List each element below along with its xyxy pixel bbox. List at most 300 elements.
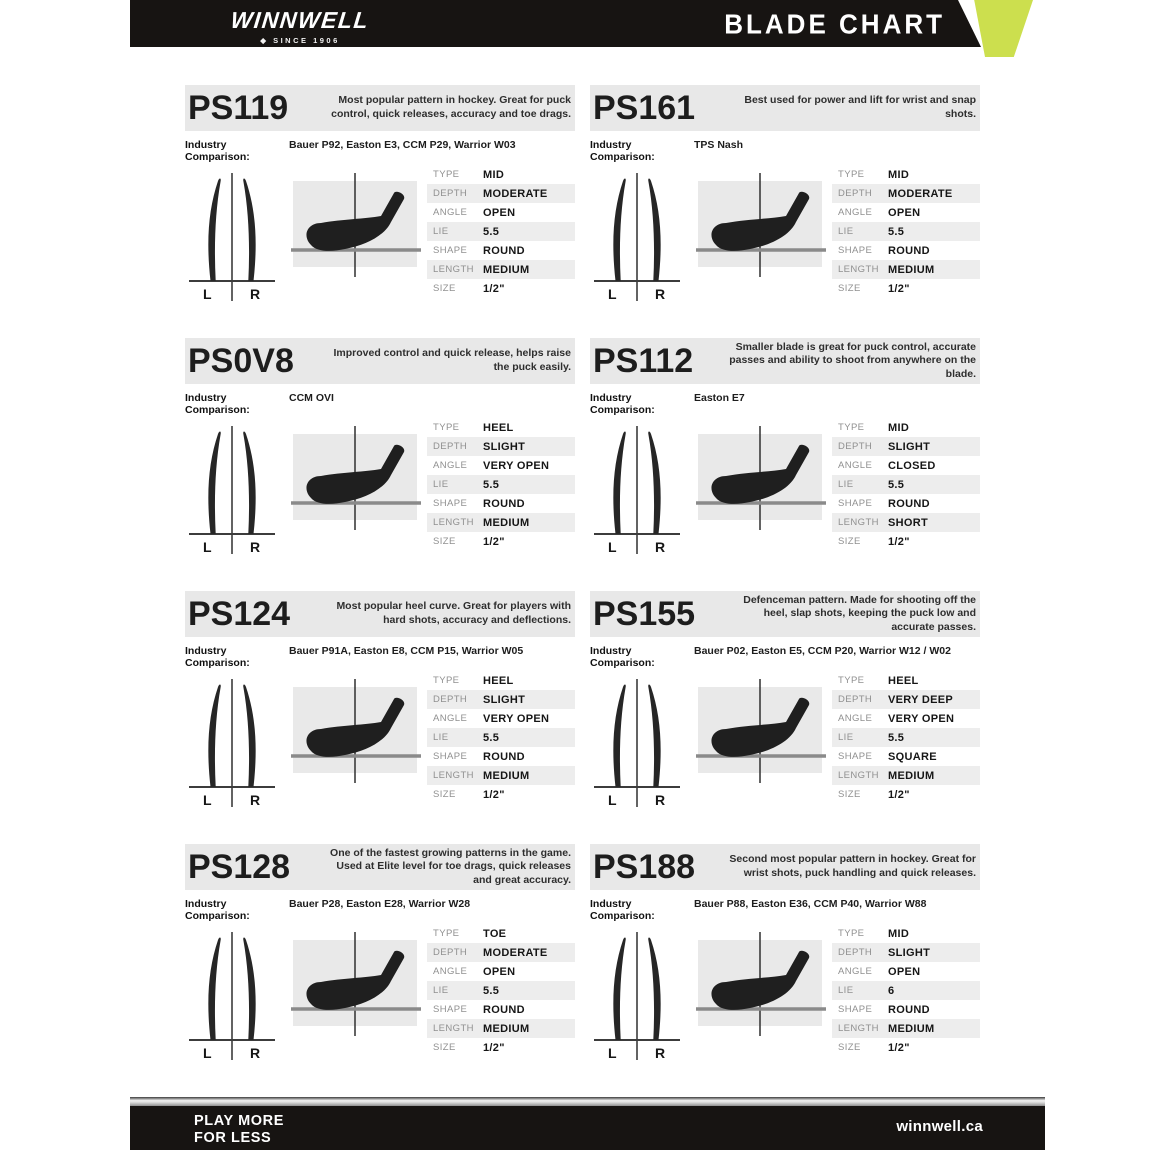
blade-side-view-diagram <box>696 928 828 1068</box>
spec-value: 1/2" <box>888 788 910 801</box>
pattern-card-header <box>185 338 575 384</box>
pattern-card-body <box>590 169 980 309</box>
spec-value: SHORT <box>888 516 928 529</box>
blade-front-view-icon <box>185 928 279 1066</box>
spec-value: 5.5 <box>483 984 500 997</box>
industry-comparison-row <box>185 392 575 416</box>
spec-key: SIZE <box>433 283 456 294</box>
spec-key: SIZE <box>838 536 861 547</box>
left-blade-label: L <box>608 1045 617 1061</box>
footer-tagline <box>194 1113 284 1147</box>
spec-key: LIE <box>433 985 449 996</box>
pattern-name: PS155 <box>593 595 696 633</box>
spec-key: TYPE <box>838 422 865 433</box>
industry-comparison-row <box>185 898 575 922</box>
spec-row-depth <box>427 943 575 962</box>
spec-row-shape <box>832 1000 980 1019</box>
right-blade-label: R <box>655 1045 666 1061</box>
spec-key: TYPE <box>838 928 865 939</box>
pattern-name: PS124 <box>188 595 291 633</box>
spec-row-type <box>832 418 980 437</box>
spec-key: SIZE <box>838 789 861 800</box>
spec-key: SHAPE <box>838 751 873 762</box>
pattern-card-body <box>185 169 575 309</box>
blade-side-view-diagram <box>291 928 423 1068</box>
spec-row-size <box>427 1038 575 1057</box>
spec-value: 1/2" <box>888 535 910 548</box>
pattern-name: PS119 <box>188 89 289 127</box>
spec-key: ANGLE <box>433 460 468 471</box>
industry-comparison-row <box>185 139 575 163</box>
industry-comparison-row <box>185 645 575 669</box>
pattern-card-body <box>185 928 575 1068</box>
blade-front-view-icon <box>590 169 684 307</box>
industry-comparison-value: Bauer P88, Easton E36, CCM P40, Warrior W88 <box>694 898 927 910</box>
spec-value: 5.5 <box>888 225 905 238</box>
spec-row-shape <box>427 1000 575 1019</box>
spec-value: HEEL <box>483 674 514 687</box>
spec-key: LIE <box>838 985 854 996</box>
spec-row-shape <box>427 494 575 513</box>
spec-row-length <box>832 766 980 785</box>
spec-value: ROUND <box>483 244 525 257</box>
blade-front-view-diagram <box>590 675 684 815</box>
spec-row-type <box>427 165 575 184</box>
pattern-grid <box>185 85 980 1061</box>
blade-side-view-icon <box>696 679 828 783</box>
pattern-card <box>185 85 575 302</box>
spec-key: TYPE <box>433 675 460 686</box>
industry-comparison-label: Industry Comparison: <box>590 645 655 669</box>
spec-key: LIE <box>433 226 449 237</box>
footer-website-link[interactable]: winnwell.ca <box>896 1118 983 1135</box>
pattern-description: Second most popular pattern in hockey. Great for wrist shots, puck handling and quick releases. <box>729 853 976 879</box>
spec-key: LENGTH <box>433 517 474 528</box>
industry-comparison-row <box>590 392 980 416</box>
spec-row-type <box>832 924 980 943</box>
spec-key: SIZE <box>433 789 456 800</box>
spec-row-depth <box>427 184 575 203</box>
industry-comparison-label: Industry Comparison: <box>590 392 655 416</box>
spec-value: CLOSED <box>888 459 936 472</box>
industry-comparison-value: TPS Nash <box>694 139 744 151</box>
spec-table <box>832 671 980 815</box>
spec-row-angle <box>427 709 575 728</box>
blade-front-view-diagram <box>590 169 684 309</box>
pattern-card <box>590 338 980 555</box>
industry-comparison-label: Industry Comparison: <box>185 392 250 416</box>
spec-key: ANGLE <box>838 207 873 218</box>
spec-row-depth <box>832 437 980 456</box>
blade-front-view-icon <box>185 169 279 307</box>
left-blade-label: L <box>203 792 212 808</box>
pattern-name: PS161 <box>593 89 696 127</box>
footer-bar <box>130 1106 1045 1150</box>
page <box>130 0 1045 1150</box>
blade-side-view-diagram <box>696 675 828 815</box>
spec-key: DEPTH <box>838 694 873 705</box>
spec-key: LENGTH <box>433 264 474 275</box>
spec-value: MEDIUM <box>888 1022 935 1035</box>
spec-row-size <box>832 279 980 298</box>
spec-value: OPEN <box>888 206 921 219</box>
spec-value: 5.5 <box>888 478 905 491</box>
spec-value: MEDIUM <box>888 769 935 782</box>
spec-value: MEDIUM <box>483 769 530 782</box>
spec-row-type <box>427 924 575 943</box>
spec-row-length <box>832 260 980 279</box>
blade-side-view-icon <box>696 932 828 1036</box>
spec-row-angle <box>832 962 980 981</box>
spec-key: SIZE <box>433 1042 456 1053</box>
spec-key: TYPE <box>433 169 460 180</box>
spec-key: LENGTH <box>838 264 879 275</box>
spec-value: OPEN <box>483 965 516 978</box>
spec-key: LIE <box>433 479 449 490</box>
spec-key: SIZE <box>838 283 861 294</box>
left-blade-label: L <box>203 1045 212 1061</box>
right-blade-label: R <box>250 539 261 555</box>
industry-comparison-label: Industry Comparison: <box>185 139 250 163</box>
footer-tagline-line2: FOR LESS <box>194 1129 272 1146</box>
industry-comparison-label: Industry Comparison: <box>590 898 655 922</box>
spec-key: LIE <box>838 732 854 743</box>
spec-row-size <box>427 532 575 551</box>
left-blade-label: L <box>203 286 212 302</box>
left-blade-label: L <box>608 792 617 808</box>
spec-key: LENGTH <box>838 1023 879 1034</box>
spec-table <box>427 924 575 1068</box>
industry-comparison-value: Bauer P92, Easton E3, CCM P29, Warrior W03 <box>289 139 516 151</box>
blade-front-view-diagram <box>185 169 279 309</box>
spec-row-length <box>832 1019 980 1038</box>
spec-value: MEDIUM <box>483 1022 530 1035</box>
spec-row-angle <box>427 456 575 475</box>
spec-key: TYPE <box>838 169 865 180</box>
industry-comparison-label: Industry Comparison: <box>185 898 250 922</box>
spec-row-size <box>832 1038 980 1057</box>
blade-side-view-diagram <box>696 169 828 309</box>
spec-row-shape <box>427 747 575 766</box>
spec-row-length <box>427 513 575 532</box>
spec-row-depth <box>832 184 980 203</box>
spec-row-angle <box>832 456 980 475</box>
blade-side-view-diagram <box>291 675 423 815</box>
footer-shine-strip <box>130 1097 1045 1106</box>
spec-table <box>427 165 575 309</box>
blade-side-view-diagram <box>291 169 423 309</box>
spec-key: LIE <box>838 479 854 490</box>
industry-comparison-value: Bauer P91A, Easton E8, CCM P15, Warrior W05 <box>289 645 524 657</box>
pattern-name: PS112 <box>593 342 694 380</box>
spec-value: HEEL <box>888 674 919 687</box>
pattern-card-header <box>185 85 575 131</box>
spec-table <box>832 924 980 1068</box>
spec-value: 1/2" <box>888 282 910 295</box>
header-bar <box>130 0 1045 57</box>
spec-value: MODERATE <box>888 187 953 200</box>
spec-row-lie <box>832 222 980 241</box>
right-blade-label: R <box>250 286 261 302</box>
spec-row-lie <box>832 475 980 494</box>
spec-row-size <box>832 785 980 804</box>
spec-value: VERY DEEP <box>888 693 954 706</box>
footer-tagline-line1: PLAY MORE <box>194 1113 285 1129</box>
spec-value: 1/2" <box>888 1041 910 1054</box>
spec-value: VERY OPEN <box>888 712 955 725</box>
brand-logo-text: WINNWELL <box>229 7 371 33</box>
blade-front-view-icon <box>590 928 684 1066</box>
spec-key: ANGLE <box>433 966 468 977</box>
spec-value: SLIGHT <box>888 440 931 453</box>
industry-comparison-value: Easton E7 <box>694 392 745 404</box>
pattern-description: Improved control and quick release, helps raise the puck easily. <box>333 347 571 373</box>
spec-row-shape <box>832 494 980 513</box>
spec-key: SIZE <box>433 536 456 547</box>
spec-key: LIE <box>433 732 449 743</box>
accent-flag <box>973 0 1033 57</box>
spec-row-depth <box>427 437 575 456</box>
industry-comparison-value: Bauer P28, Easton E28, Warrior W28 <box>289 898 471 910</box>
spec-value: MID <box>483 168 505 181</box>
spec-row-lie <box>832 728 980 747</box>
spec-table <box>427 418 575 562</box>
pattern-card <box>185 844 575 1061</box>
spec-value: VERY OPEN <box>483 459 550 472</box>
spec-value: 5.5 <box>483 478 500 491</box>
spec-row-depth <box>832 690 980 709</box>
spec-row-depth <box>427 690 575 709</box>
spec-row-length <box>832 513 980 532</box>
spec-value: MID <box>888 421 910 434</box>
blade-front-view-diagram <box>185 675 279 815</box>
pattern-card-header <box>590 844 980 890</box>
spec-value: SLIGHT <box>483 693 526 706</box>
spec-key: SHAPE <box>433 751 468 762</box>
spec-value: MEDIUM <box>483 263 530 276</box>
pattern-card-body <box>185 422 575 562</box>
spec-key: DEPTH <box>433 947 468 958</box>
spec-value: ROUND <box>483 1003 525 1016</box>
pattern-name: PS188 <box>593 848 696 886</box>
spec-value: MID <box>888 927 910 940</box>
spec-key: DEPTH <box>433 694 468 705</box>
industry-comparison-row <box>590 139 980 163</box>
spec-row-type <box>427 418 575 437</box>
pattern-card <box>590 591 980 808</box>
page-title: BLADE CHART <box>724 7 945 41</box>
pattern-card <box>185 591 575 808</box>
industry-comparison-value: Bauer P02, Easton E5, CCM P20, Warrior W12 / W02 <box>694 645 951 657</box>
spec-key: TYPE <box>433 928 460 939</box>
industry-comparison-label: Industry Comparison: <box>590 139 655 163</box>
blade-side-view-icon <box>696 173 828 277</box>
spec-value: MODERATE <box>483 946 548 959</box>
blade-front-view-diagram <box>185 928 279 1068</box>
spec-row-length <box>427 260 575 279</box>
spec-row-angle <box>427 962 575 981</box>
spec-row-lie <box>427 981 575 1000</box>
spec-key: LENGTH <box>838 517 879 528</box>
spec-key: SHAPE <box>433 1004 468 1015</box>
pattern-description: One of the fastest growing patterns in the game. Used at Elite level for toe drags, quick releases and great accuracy. <box>330 846 571 886</box>
spec-key: DEPTH <box>838 441 873 452</box>
spec-row-lie <box>427 475 575 494</box>
spec-key: ANGLE <box>433 207 468 218</box>
left-blade-label: L <box>608 286 617 302</box>
brand-logo <box>190 7 410 45</box>
right-blade-label: R <box>655 792 666 808</box>
blade-side-view-diagram <box>291 422 423 562</box>
spec-row-lie <box>427 728 575 747</box>
right-blade-label: R <box>250 1045 261 1061</box>
pattern-description: Best used for power and lift for wrist and snap shots. <box>744 94 976 120</box>
spec-key: ANGLE <box>838 966 873 977</box>
industry-comparison-label: Industry Comparison: <box>185 645 250 669</box>
spec-row-shape <box>832 747 980 766</box>
spec-row-angle <box>832 203 980 222</box>
blade-side-view-diagram <box>696 422 828 562</box>
spec-value: 5.5 <box>483 731 500 744</box>
blade-front-view-icon <box>185 422 279 560</box>
blade-front-view-icon <box>185 675 279 813</box>
spec-row-length <box>427 766 575 785</box>
spec-row-size <box>832 532 980 551</box>
spec-key: DEPTH <box>433 441 468 452</box>
spec-row-lie <box>427 222 575 241</box>
pattern-description: Defenceman pattern. Made for shooting off the heel, slap shots, keeping the puck low and accurate passes. <box>743 593 976 633</box>
pattern-description: Smaller blade is great for puck control, accurate passes and ability to shoot from anywhere on the blade. <box>729 340 976 380</box>
spec-value: ROUND <box>888 1003 930 1016</box>
industry-comparison-row <box>590 898 980 922</box>
blade-side-view-icon <box>291 679 423 783</box>
spec-value: MID <box>888 168 910 181</box>
blade-side-view-icon <box>291 426 423 530</box>
blade-front-view-icon <box>590 422 684 560</box>
industry-comparison-row <box>590 645 980 669</box>
pattern-card-body <box>590 422 980 562</box>
right-blade-label: R <box>655 286 666 302</box>
blade-front-view-diagram <box>590 928 684 1068</box>
spec-row-type <box>832 165 980 184</box>
spec-table <box>832 165 980 309</box>
spec-value: HEEL <box>483 421 514 434</box>
spec-row-type <box>832 671 980 690</box>
spec-value: 1/2" <box>483 788 505 801</box>
pattern-card-header <box>185 844 575 890</box>
right-blade-label: R <box>250 792 261 808</box>
spec-key: DEPTH <box>433 188 468 199</box>
spec-table <box>427 671 575 815</box>
spec-row-lie <box>832 981 980 1000</box>
pattern-name: PS0V8 <box>188 342 294 380</box>
spec-value: 5.5 <box>888 731 905 744</box>
spec-row-size <box>427 785 575 804</box>
spec-table <box>832 418 980 562</box>
spec-key: ANGLE <box>838 713 873 724</box>
spec-row-type <box>427 671 575 690</box>
pattern-description: Most popular pattern in hockey. Great for puck control, quick releases, accuracy and toe drags. <box>331 94 571 120</box>
spec-value: MEDIUM <box>483 516 530 529</box>
spec-key: SHAPE <box>838 498 873 509</box>
spec-row-length <box>427 1019 575 1038</box>
spec-key: SHAPE <box>838 245 873 256</box>
spec-key: LENGTH <box>838 770 879 781</box>
spec-row-size <box>427 279 575 298</box>
pattern-card-header <box>590 591 980 637</box>
pattern-card-body <box>590 675 980 815</box>
spec-value: SLIGHT <box>888 946 931 959</box>
pattern-card-body <box>590 928 980 1068</box>
spec-key: LENGTH <box>433 770 474 781</box>
spec-key: ANGLE <box>838 460 873 471</box>
spec-value: OPEN <box>888 965 921 978</box>
spec-value: 5.5 <box>483 225 500 238</box>
spec-row-angle <box>832 709 980 728</box>
spec-row-angle <box>427 203 575 222</box>
spec-key: TYPE <box>838 675 865 686</box>
spec-value: MEDIUM <box>888 263 935 276</box>
spec-key: SIZE <box>838 1042 861 1053</box>
spec-key: TYPE <box>433 422 460 433</box>
spec-key: DEPTH <box>838 188 873 199</box>
spec-key: LIE <box>838 226 854 237</box>
spec-row-shape <box>427 241 575 260</box>
pattern-card-header <box>590 85 980 131</box>
spec-value: ROUND <box>888 244 930 257</box>
pattern-card-header <box>185 591 575 637</box>
pattern-card-header <box>590 338 980 384</box>
industry-comparison-value: CCM OVI <box>289 392 334 404</box>
blade-front-view-icon <box>590 675 684 813</box>
spec-value: MODERATE <box>483 187 548 200</box>
pattern-card <box>185 338 575 555</box>
blade-side-view-icon <box>291 932 423 1036</box>
spec-value: 1/2" <box>483 535 505 548</box>
pattern-card <box>590 844 980 1061</box>
left-blade-label: L <box>203 539 212 555</box>
spec-value: SLIGHT <box>483 440 526 453</box>
spec-value: ROUND <box>483 750 525 763</box>
spec-value: ROUND <box>888 497 930 510</box>
pattern-card <box>590 85 980 302</box>
pattern-card-body <box>185 675 575 815</box>
spec-value: TOE <box>483 927 507 940</box>
left-blade-label: L <box>608 539 617 555</box>
spec-value: ROUND <box>483 497 525 510</box>
spec-value: 1/2" <box>483 282 505 295</box>
spec-row-depth <box>832 943 980 962</box>
spec-value: SQUARE <box>888 750 937 763</box>
spec-value: VERY OPEN <box>483 712 550 725</box>
spec-row-shape <box>832 241 980 260</box>
right-blade-label: R <box>655 539 666 555</box>
spec-key: ANGLE <box>433 713 468 724</box>
pattern-description: Most popular heel curve. Great for players with hard shots, accuracy and deflections. <box>336 600 571 626</box>
spec-value: 1/2" <box>483 1041 505 1054</box>
blade-front-view-diagram <box>590 422 684 562</box>
brand-logo-tagline: ◆ SINCE 1906 <box>260 36 340 45</box>
blade-side-view-icon <box>291 173 423 277</box>
spec-value: 6 <box>888 984 895 997</box>
spec-key: SHAPE <box>433 245 468 256</box>
pattern-name: PS128 <box>188 848 291 886</box>
spec-key: SHAPE <box>838 1004 873 1015</box>
blade-side-view-icon <box>696 426 828 530</box>
spec-key: LENGTH <box>433 1023 474 1034</box>
blade-front-view-diagram <box>185 422 279 562</box>
spec-key: DEPTH <box>838 947 873 958</box>
